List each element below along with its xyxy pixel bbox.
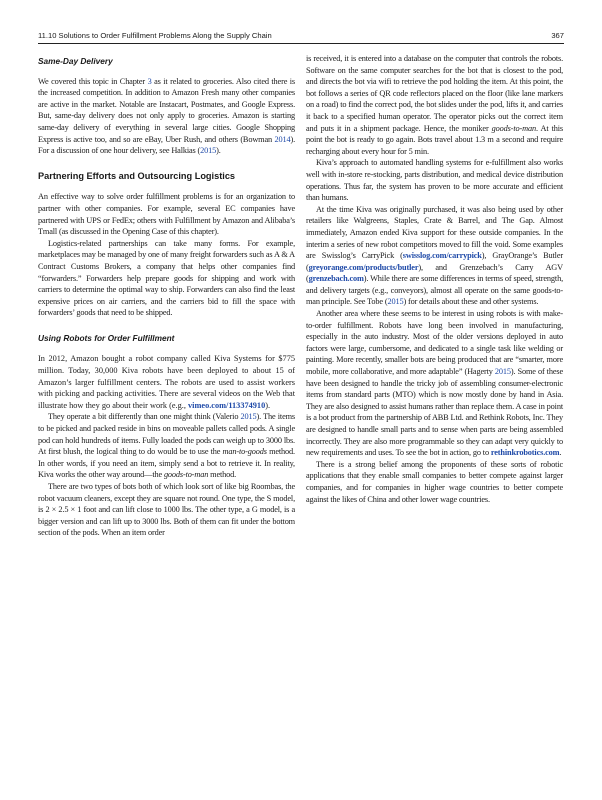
text: . <box>559 448 562 458</box>
paragraph-bot-types: There are two types of bots both of which look sort of like big Roombas, the robot vacuum cleaners, except they are square not round. One type, the S model, is 2 × 2.5 × 1 foot and can lift close to 1000 lbs. The other type, a G model, is a bigger version and can lift up to 3000 lbs. Both of them can fit under the bottom section of the pods. When an item order <box>38 482 295 538</box>
text: is received, it is entered into a database on the computer that controls the robots. Software on the same computer searches for the bot that is closest to the pod, and directs the bot via wifi to retrieve the pod holding the item. At this point, the bot follows a series of QR code reflectors placed on the floor (like lane markers on a road) to find the correct pod, the bot slides under the pod, lifts it, and carries it back to a specified human operator. The operator picks out the correct item and puts it in a shipment package. Hence, the moniker <box>306 54 563 133</box>
paragraph-pods <box>38 411 295 481</box>
citation-link[interactable]: 2015 <box>387 297 404 307</box>
left-column <box>38 53 295 539</box>
page-number: 367 <box>551 31 564 40</box>
text: ), and Grenzebach’s Carry AGV ( <box>306 262 563 284</box>
emphasis: man-to-goods <box>222 447 267 457</box>
text: ). <box>216 146 221 156</box>
text: In 2012, Amazon bought a robot company called Kiva Systems for $775 million. Today, 30,000 Kiva robots have been deployed to about 15 of Amazon’s larger fulfillment centers. The robots are used to assist workers with picking and packing activities. There are several videos on the Web that illustrate how they go about their work (e.g., <box>38 354 295 410</box>
text: ). The items to be picked and packed reside in bins on moveable pallets called pods. A single pod can hold hundreds of items. Fully loaded the pods can weigh up to 3000 lbs. At first blush, the logical thing to do would be to use the <box>38 412 295 457</box>
vimeo-link[interactable]: vimeo.com/113374910 <box>188 400 266 410</box>
text: method. <box>208 470 237 480</box>
text: ) for details about these and other systems. <box>403 297 539 307</box>
text: ). Some of these have been designed to handle the tricky job of assembling consumer-electronic items from standard parts (MTO) which is now mostly done by hand in Asia. They are also designed to assist humans rather than replace them. A case in point is a bot product from the partnership of ABB Ltd. and Rethink Robots, Inc. They are designed to handle small parts and to sense when parts are being assembled incorrectly. They are also more programmable so they can adapt very quickly to new requirements and uses. To see the bot in action, go to <box>306 367 563 458</box>
text: ), GrayOrange’s Butler ( <box>306 251 563 272</box>
paragraph-strong-belief: There is a strong belief among the proponents of these sorts of robotic applications that they enable small companies to better compete against larger companies, and for companies in higher wage countries to better compete against the likes of China and other lower wage countries. <box>306 459 563 504</box>
grenzebach-link[interactable]: grenzebach.com <box>308 274 364 284</box>
text: ). <box>265 400 271 410</box>
text: Another area where these seems to be interest in using robots is with make-to-order fulfillment. Robots have long been involved in manufacturing, especially in the auto industry. Most of the older versions deployed in auto factors were large, cumbersome, and dedicated to a single task like welding or painting. More recently, smaller bots are being produced that are “smarter, more mobile, more collaborative, and more adaptable” (Hagerty <box>306 309 563 377</box>
paragraph-make-to-order <box>306 308 563 459</box>
heading-robots: Using Robots for Order Fulfillment <box>38 332 175 343</box>
text: ). For a discussion of one hour delivery, see Halkias ( <box>38 134 295 156</box>
paragraph-competitors <box>306 204 563 308</box>
section-title: 11.10 Solutions to Order Fulfillment Problems Along the Supply Chain <box>38 31 272 40</box>
running-header <box>38 27 564 44</box>
paragraph-order-received <box>306 53 563 157</box>
swisslog-link[interactable]: swisslog.com/carrypick <box>402 251 482 261</box>
text: At the time Kiva was originally purchased, it was also being used by other retailers like Walgreens, Staples, Crate & Barrel, and The Gap. Almost immediately, Amazon ended Kiva support for these outside companies. In the interim a series of new robot competitors moved to fill the void. Some examples are Swisslog’s CarryPick ( <box>306 204 563 261</box>
text: . At this point the bot is ready to go again. Bots travel about 1.3 m a second and require recharging about every hour for 5 min. <box>306 123 563 156</box>
right-column <box>306 53 563 505</box>
paragraph-same-day <box>38 76 295 157</box>
citation-link[interactable]: 2015 <box>200 146 217 156</box>
heading-partnering: Partnering Efforts and Outsourcing Logistics <box>38 170 236 181</box>
chapter-link[interactable]: 3 <box>147 76 152 86</box>
text: We covered this topic in Chapter <box>38 76 148 86</box>
paragraph-kiva <box>38 353 295 411</box>
citation-link[interactable]: 2015 <box>494 367 511 377</box>
greyorange-link[interactable]: greyorange.com/products/butler <box>308 262 419 272</box>
emphasis: goods-to-man <box>491 123 536 133</box>
emphasis: goods-to-man <box>163 470 209 480</box>
rethinkrobotics-link[interactable]: rethinkrobotics.com <box>490 448 560 458</box>
text: method. In other words, if you need an item, simply send a bot to retrieve it. In reality, Kiva works the other way around—the <box>38 447 295 480</box>
text: They operate a bit differently than one might think (Valerio <box>48 412 241 422</box>
text: as it related to groceries. Also cited there is the increased competition. In addition to Amazon Fresh many other companies are active in the market. Notable are Instacart, Postmates, and Google Express. But, same-day delivery does not only apply to groceries. Amazon is starting same-day delivery of everything in several large cities. Google Shopping Express is active too, and so are eBay, Uber Rush, and others (Bowman <box>38 76 295 144</box>
heading-same-day-delivery: Same-Day Delivery <box>38 56 113 66</box>
citation-link[interactable]: 2015 <box>240 412 257 422</box>
paragraph-logistics: Logistics-related partnerships can take many forms. For example, marketplaces may be managed by one of many freight forwarders such as A & A Contract Customs Brokers, a company that helps other companies find “forwarders.” Forwarders help prepare goods for shipping and work with carriers to determine the optimal way to ship. Forwarders can also find the least expensive prices on air carriers, and the carriers bid to fill the space with forwarders’ goods that need to be shipped. <box>38 238 295 318</box>
citation-link[interactable]: 2014 <box>274 134 291 144</box>
paragraph-partnering: An effective way to solve order fulfillment problems is for an organization to partner with other companies. For example, several EC companies have partnered with UPS or FedEx; others with Fulfillment by Amazon and Alibaba’s Tmall (as discussed in the Opening Case of this chapter). <box>38 192 295 237</box>
text: ). While there are some differences in terms of speed, strength, and delivery targets (e.g., conveyors), almost all operate on the same goods-to-man principle. See Tobe ( <box>306 274 563 307</box>
paragraph-kiva-approach: Kiva’s approach to automated handling systems for e-fulfillment also works well with in-store re-stocking, parts distribution, and medical device distribution operations. Thus far, the system has proven to be more accurate and efficient than humans. <box>306 158 563 203</box>
